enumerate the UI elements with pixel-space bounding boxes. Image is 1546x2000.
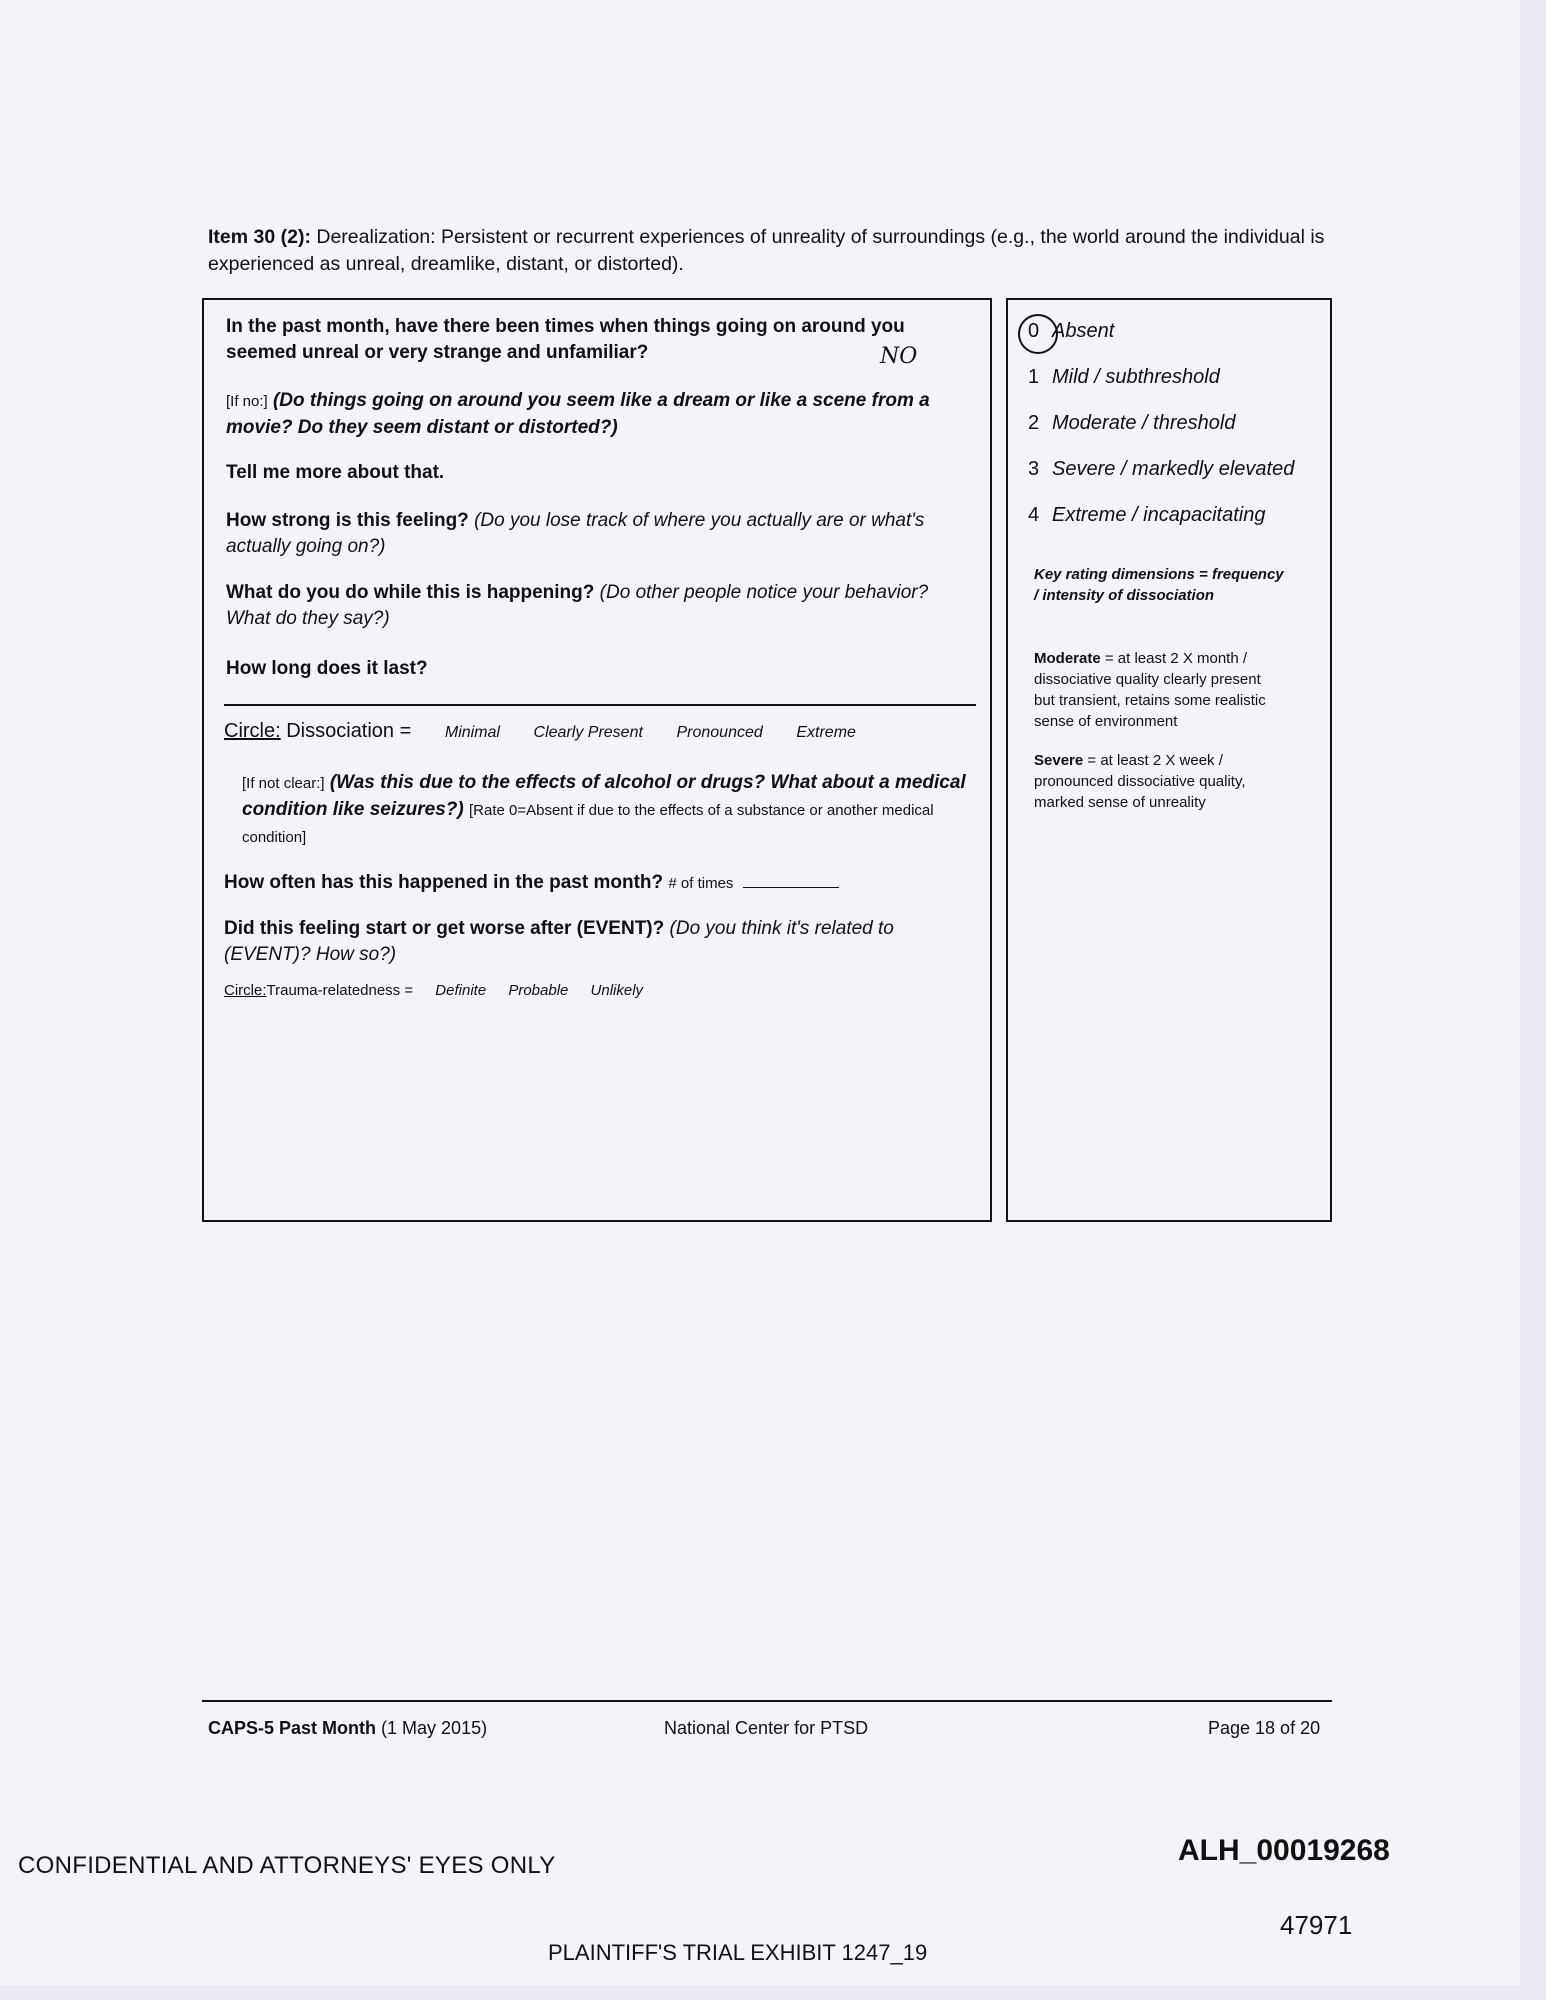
tell-me-more: Tell me more about that. (226, 462, 445, 483)
substance-question: (Was this due to the effects of alcohol or drugs? What about a medical condition like seizures?) (242, 772, 966, 820)
handwritten-answer: NO (880, 344, 918, 369)
footer-form-name (208, 1718, 487, 1739)
moderate-text: = at least 2 X month / dissociative quality clearly present but transient, retains some realistic sense of environment (1034, 650, 1266, 730)
section-divider (224, 704, 976, 706)
rating-2-label: Moderate / threshold (1052, 412, 1236, 434)
option-minimal[interactable]: Minimal (444, 724, 500, 741)
how-strong-followup: (Do you lose track of where you actually are or what's actually going on?) (226, 510, 925, 557)
footer-center: National Center for PTSD (664, 1718, 869, 1738)
event-question-bold: Did this feeling start or get worse after (EVENT)? (224, 918, 665, 939)
what-do-bold: What do you do while this is happening? (226, 582, 595, 603)
rating-0-label: Absent (1052, 320, 1115, 342)
footer-form-title: CAPS-5 Past Month (208, 1718, 377, 1738)
footer-page-number: Page 18 of 20 (1208, 1718, 1321, 1738)
option-definite[interactable]: Definite (435, 982, 487, 999)
how-strong-bold: How strong is this feeling? (226, 510, 469, 531)
item-header (208, 224, 1338, 278)
if-not-clear-prefix: [If not clear:] (242, 775, 325, 792)
question-unreal: In the past month, have there been times when things going on around you seemed unreal or very strange and unfamiliar? (226, 316, 905, 363)
rating-0-number: 0 (1028, 320, 1040, 342)
times-label: # of times (668, 875, 734, 892)
if-no-question: (Do things going on around you seem like a dream or like a scene from a movie? Do they seem distant or distorted?) (226, 390, 930, 438)
what-do-followup: (Do other people notice your behavior? What do they say?) (226, 582, 929, 629)
if-no-prefix: [If no:] (226, 393, 268, 410)
option-pronounced[interactable]: Pronounced (676, 724, 763, 741)
rating-3-number: 3 (1028, 458, 1040, 480)
rating-4-number: 4 (1028, 504, 1040, 526)
moderate-label: Moderate (1034, 650, 1101, 667)
rating-1-number: 1 (1028, 366, 1040, 388)
what-do-you-do-question (226, 580, 946, 632)
trauma-circle-label: Circle: (224, 982, 267, 999)
option-extreme[interactable]: Extreme (796, 724, 856, 741)
how-often-question: How often has this happened in the past month? (224, 872, 664, 893)
severe-definition (1034, 750, 1284, 813)
option-unlikely[interactable]: Unlikely (590, 982, 644, 999)
rating-1[interactable] (1028, 366, 1220, 389)
circle-label: Circle: (224, 720, 281, 742)
rating-4-label: Extreme / incapacitating (1052, 504, 1266, 526)
confidential-stamp: CONFIDENTIAL AND ATTORNEYS' EYES ONLY (18, 1852, 556, 1879)
dissociation-label: Dissociation = (286, 720, 412, 742)
rating-1-label: Mild / subthreshold (1052, 366, 1220, 388)
how-strong-question (226, 508, 946, 560)
event-question (224, 916, 964, 968)
footer-form-date: (1 May 2015) (381, 1718, 488, 1738)
rating-4[interactable] (1028, 504, 1265, 527)
if-no-prompt (226, 388, 946, 441)
bates-number: ALH_00019268 (1178, 1834, 1390, 1867)
moderate-definition (1034, 648, 1284, 732)
rating-0[interactable] (1028, 320, 1114, 343)
substance-rating-note: [Rate 0=Absent if due to the effects of a substance or another medical condition] (242, 802, 934, 846)
rating-3[interactable] (1028, 458, 1294, 481)
how-long-question: How long does it last? (226, 658, 428, 679)
key-dimensions: Key rating dimensions = frequency / intensity of dissociation (1034, 566, 1284, 604)
trauma-relatedness-row (224, 978, 964, 1004)
item-label: Item 30 (2): (208, 226, 311, 248)
trauma-label: Trauma-relatedness = (266, 982, 414, 999)
footer-divider (202, 1700, 1332, 1702)
interview-questions-box (202, 298, 992, 1222)
item-description: Derealization: Persistent or recurrent experiences of unreality of surroundings (e.g., the world around the individual is experienced as unreal, dreamlike, distant, or distorted). (208, 226, 1325, 275)
option-clearly-present[interactable]: Clearly Present (533, 724, 643, 741)
rating-scale-box (1006, 298, 1332, 1222)
times-blank[interactable] (743, 871, 839, 888)
how-often-row (224, 870, 964, 897)
exhibit-label: PLAINTIFF'S TRIAL EXHIBIT 1247_19 (548, 1940, 928, 1965)
rating-2-number: 2 (1028, 412, 1040, 434)
rating-3-label: Severe / markedly elevated (1052, 458, 1295, 480)
document-number: 47971 (1280, 1910, 1353, 1940)
severe-text: = at least 2 X week / pronounced dissociative quality, marked sense of unreality (1034, 752, 1246, 811)
severe-label: Severe (1034, 752, 1084, 769)
rating-2[interactable] (1028, 412, 1235, 435)
if-not-clear-prompt (242, 770, 972, 851)
dissociation-circle-row (224, 720, 856, 743)
option-probable[interactable]: Probable (508, 982, 569, 999)
event-followup: (Do you think it's related to (EVENT)? How so?) (224, 918, 894, 965)
